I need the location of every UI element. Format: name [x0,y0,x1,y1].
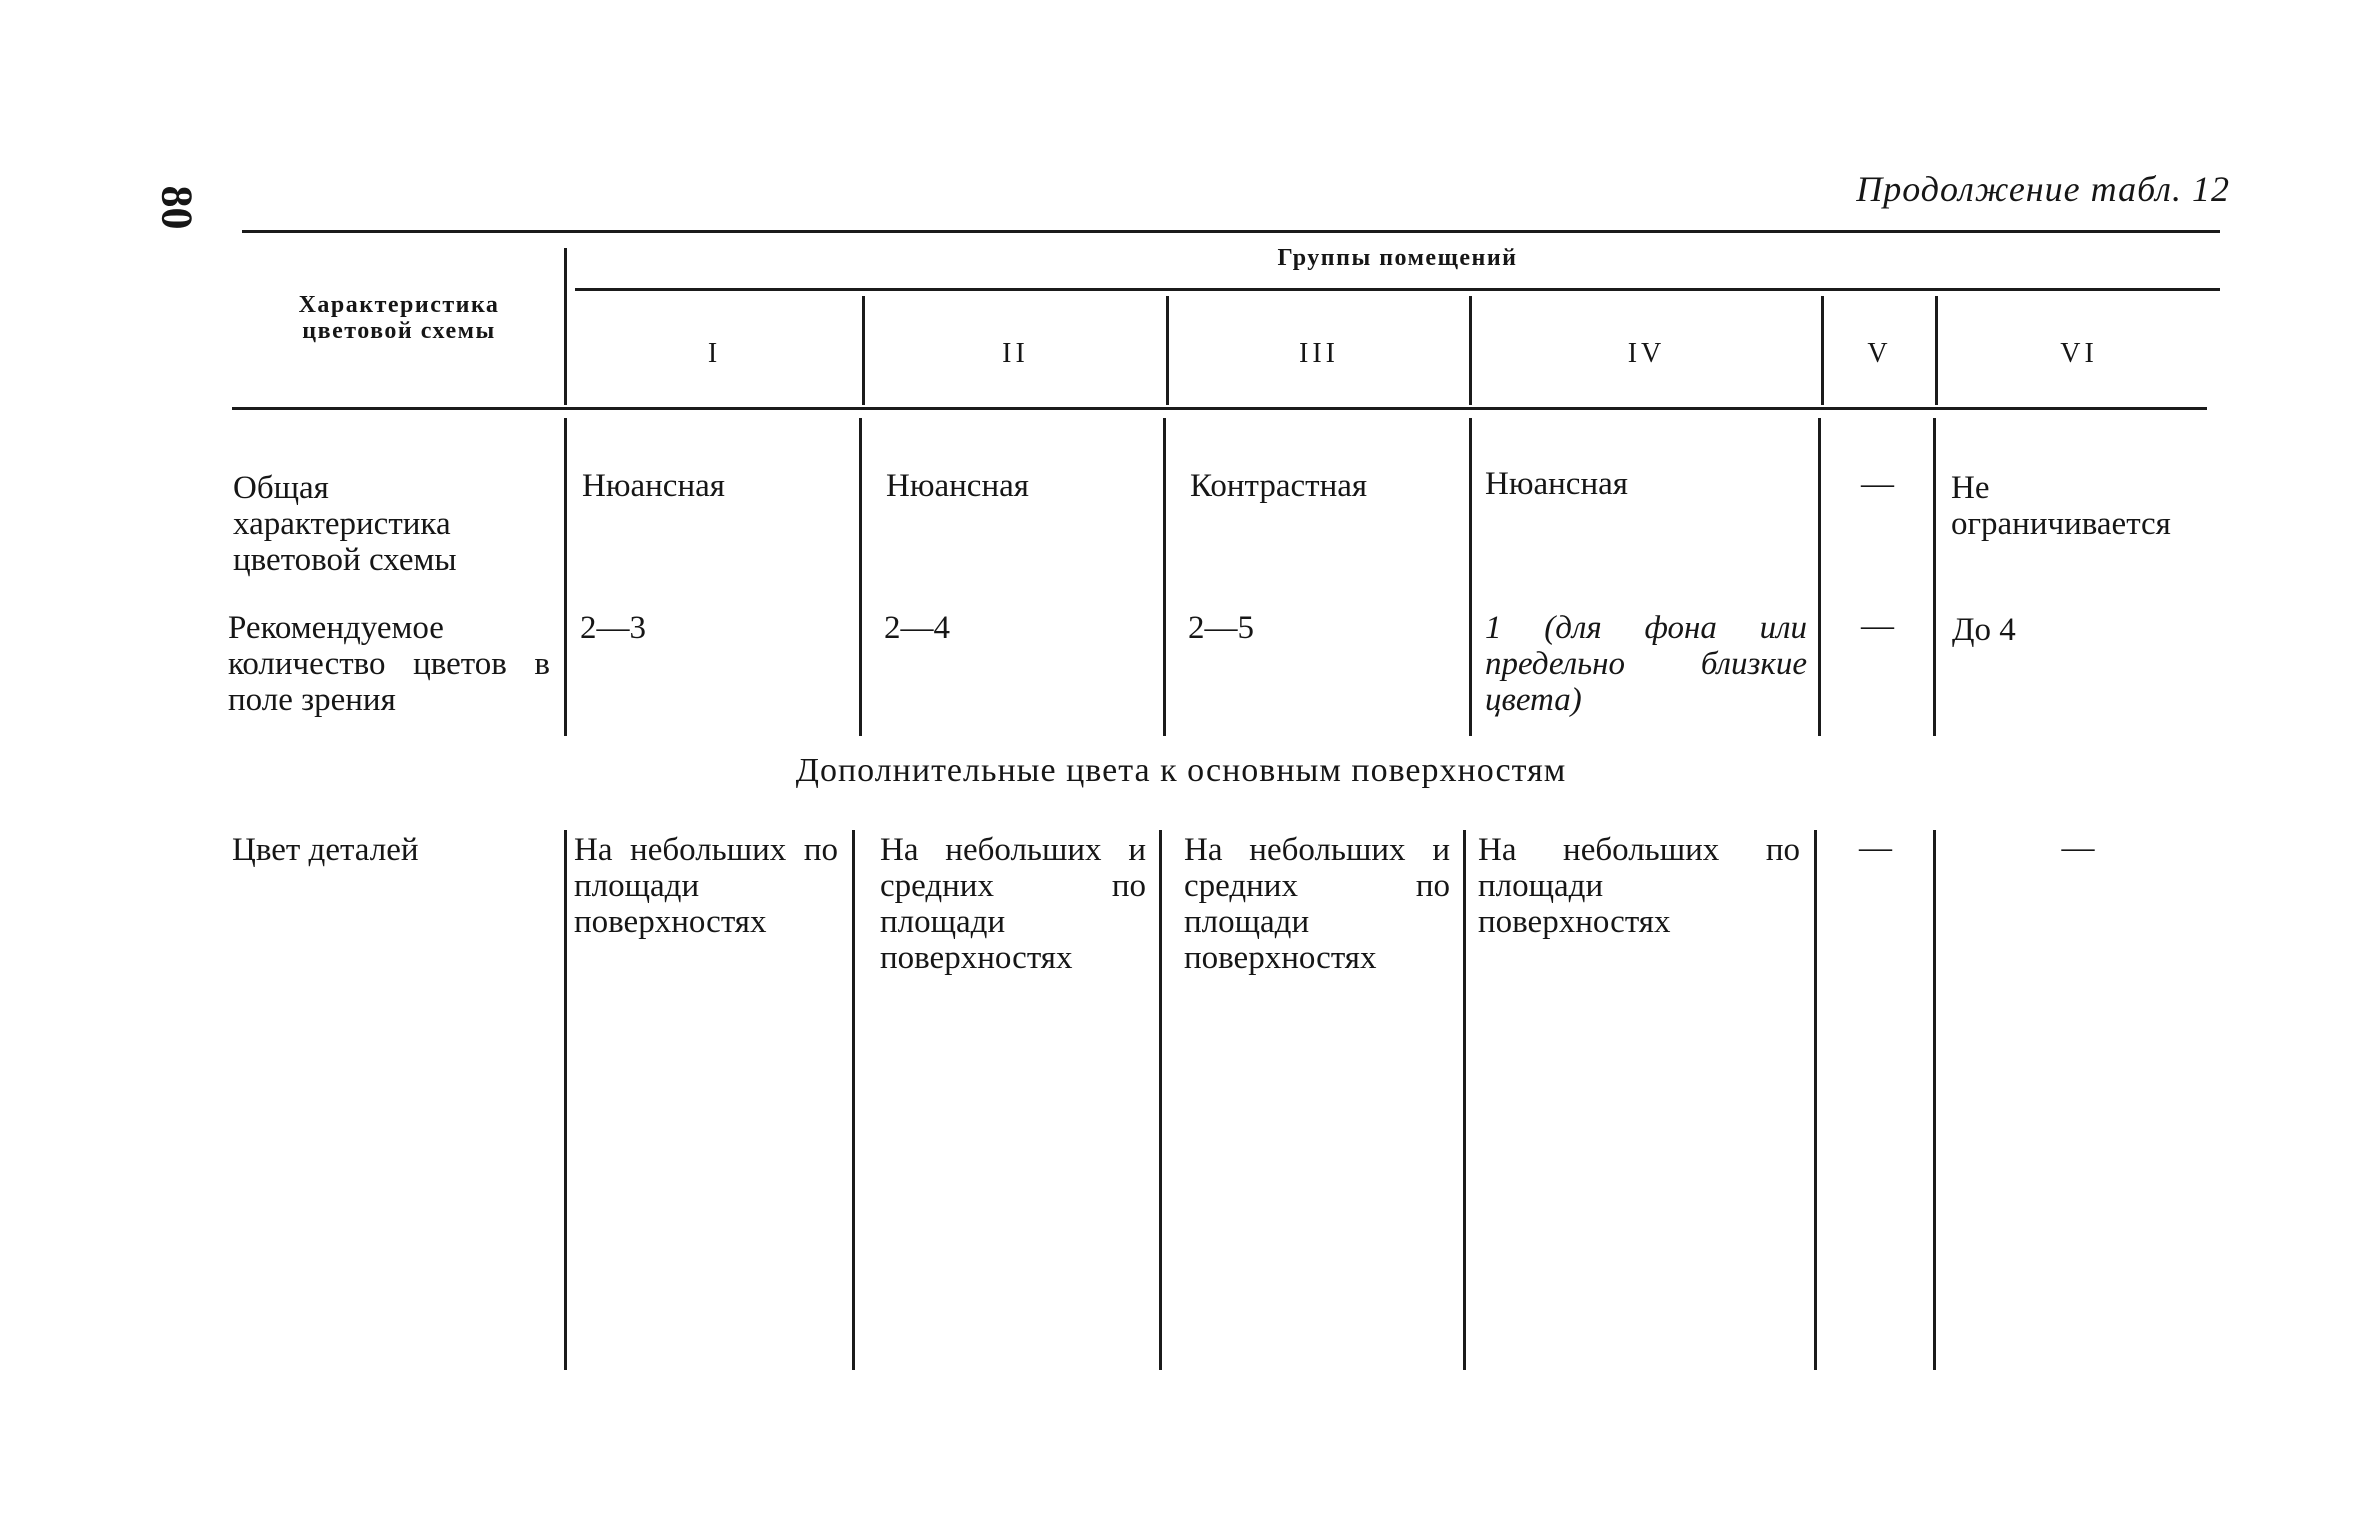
row-1-label: Общая характеристика цветовой схемы [233,470,457,578]
column-header-3: III [1299,338,1339,369]
body-divider-3 [1469,418,1472,736]
row-2-cell-6: До 4 [1952,612,2016,648]
body-divider-4 [1818,418,1821,736]
column-header-6: VI [2060,338,2098,369]
section-divider-1 [852,830,855,1370]
section-divider-2 [1159,830,1162,1370]
section-title: Дополнительные цвета к основным поверхностям [795,752,1567,789]
column-header-2: II [1002,338,1029,369]
section-row-1-cell-3: На небольших и средних по площади поверхностях [1184,832,1450,976]
row-2-cell-4: 1 (для фона или предельно близкие цвета) [1485,610,1807,718]
table-top-rule [242,230,2220,233]
body-divider-2 [1163,418,1166,736]
row-1-cell-6: Не ограничивается [1951,470,2171,542]
column-header-5: V [1867,338,1892,369]
row-2-cell-3: 2—5 [1188,610,1254,646]
row-1-cell-1: Нюансная [582,468,725,504]
section-row-1-cell-4: На небольших по площади поверхностях [1478,832,1800,940]
section-row-1-cell-5: — [1859,830,1892,866]
row-2-cell-2: 2—4 [884,610,950,646]
row-1-cell-3: Контрастная [1190,468,1368,504]
column-header-4: IV [1627,338,1666,369]
section-divider-5 [1933,830,1936,1370]
section-row-1-cell-2: На небольших и средних по площади поверхностях [880,832,1146,976]
group-header-rule [575,288,2220,291]
body-divider-label [564,418,567,736]
section-divider-label [564,830,567,1370]
header-bottom-rule [232,407,2207,410]
section-row-1-label: Цвет деталей [232,832,419,868]
row-2-cell-1: 2—3 [580,610,646,646]
page-number: 80 [152,185,202,230]
table-continuation-caption: Продолжение табл. 12 [1856,169,2230,209]
row-2-label: Рекомендуемое количество цветов в поле зрения [228,610,550,718]
section-divider-4 [1814,830,1817,1370]
column-header-1: I [707,338,722,369]
body-divider-5 [1933,418,1936,736]
header-divider-label [564,248,567,405]
body-divider-1 [859,418,862,736]
row-1-cell-4: Нюансная [1485,466,1628,502]
row-2-cell-5: — [1861,608,1894,644]
section-row-1-cell-1: На небольших по площади поверхностях [574,832,838,940]
section-divider-3 [1463,830,1466,1370]
row-1-cell-5: — [1861,466,1894,502]
row-1-cell-2: Нюансная [886,468,1029,504]
section-row-1-cell-6: — [2061,830,2095,866]
group-title: Группы помещений [1277,245,1518,271]
row-header-title: Характеристика цветовой схемы [298,292,500,344]
